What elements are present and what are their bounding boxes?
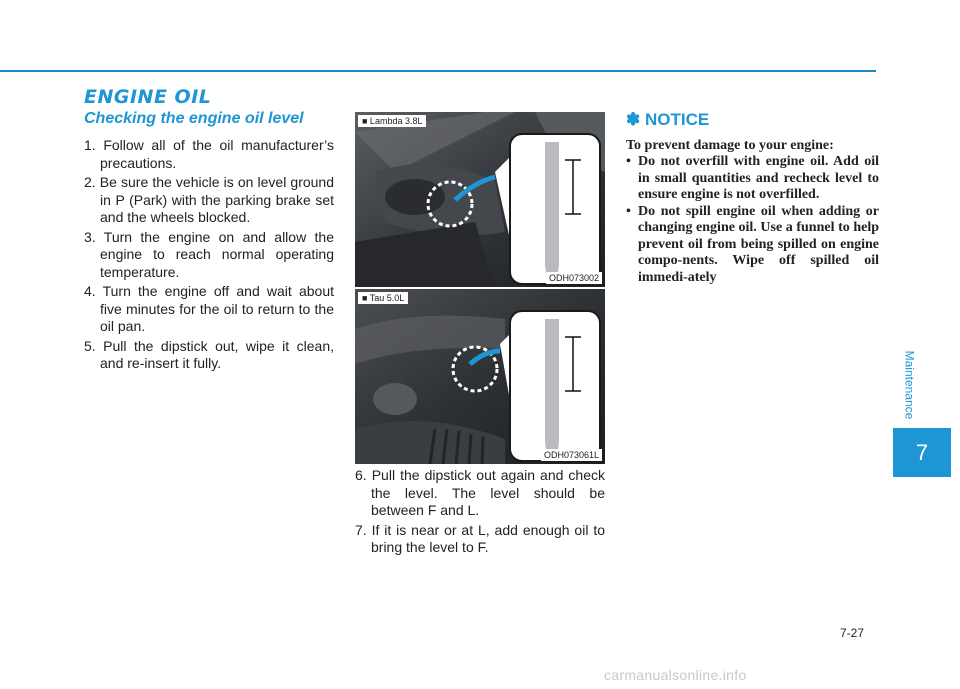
figure-code: ODH073061L (541, 449, 602, 461)
notice-list (626, 154, 879, 286)
chapter-number-tab: 7 (893, 428, 951, 477)
figure-label: ■ Lambda 3.8L (358, 115, 426, 127)
step-item: 2. Be sure the vehicle is on level ground in P (Park) with the parking brake set and the wheels blocked. (84, 174, 334, 225)
page-number: 7-27 (840, 626, 865, 640)
step-item: 5. Pull the dipstick out, wipe it clean, and re-insert it fully. (84, 337, 334, 371)
chapter-side-label: Maintenance (902, 350, 916, 420)
notice-item: • Do not spill engine oil when adding or changing engine oil. Use a funnel to help prevent oil from being spilled on engine compo-nents. Wipe off spilled oil immedi-ately (626, 203, 879, 285)
section-title: ENGINE OIL (84, 86, 212, 108)
engine-photo-tau-illustration (355, 289, 605, 464)
figure-code: ODH073002 (546, 272, 602, 284)
step-item: 3. Turn the engine on and allow the engine to reach normal operating temperature. (84, 228, 334, 280)
engine-photo-tau (355, 289, 605, 464)
step-item: 1. Follow all of the oil manufacturer’s precautions. (84, 137, 334, 171)
step-item: 7. If it is near or at L, add enough oil to bring the level to F. (355, 521, 606, 555)
step-item: 6. Pull the dipstick out again and check the level. The level should be between F and L. (355, 467, 605, 518)
steps-list-left (84, 137, 334, 375)
engine-photo-lambda (355, 112, 605, 287)
notice-title: ✽ NOTICE (626, 110, 710, 129)
watermark: carmanualsonline.info (604, 667, 747, 683)
step-item: 4. Turn the engine off and wait about five minutes for the oil to return to the oil pan. (84, 283, 334, 334)
engine-photo-lambda-illustration (355, 112, 605, 287)
bullet-icon: • (626, 154, 631, 169)
subheading: Checking the engine oil level (84, 110, 304, 127)
header-rule (0, 70, 876, 72)
bullet-icon: • (626, 203, 631, 219)
notice-item: • Do not overfill with engine oil. Add oil in small quantities and recheck level to ensure engine is not overfilled. (626, 154, 879, 202)
figure-label: ■ Tau 5.0L (358, 292, 408, 304)
notice-intro: To prevent damage to your engine: (626, 138, 834, 153)
steps-list-right (355, 467, 605, 559)
